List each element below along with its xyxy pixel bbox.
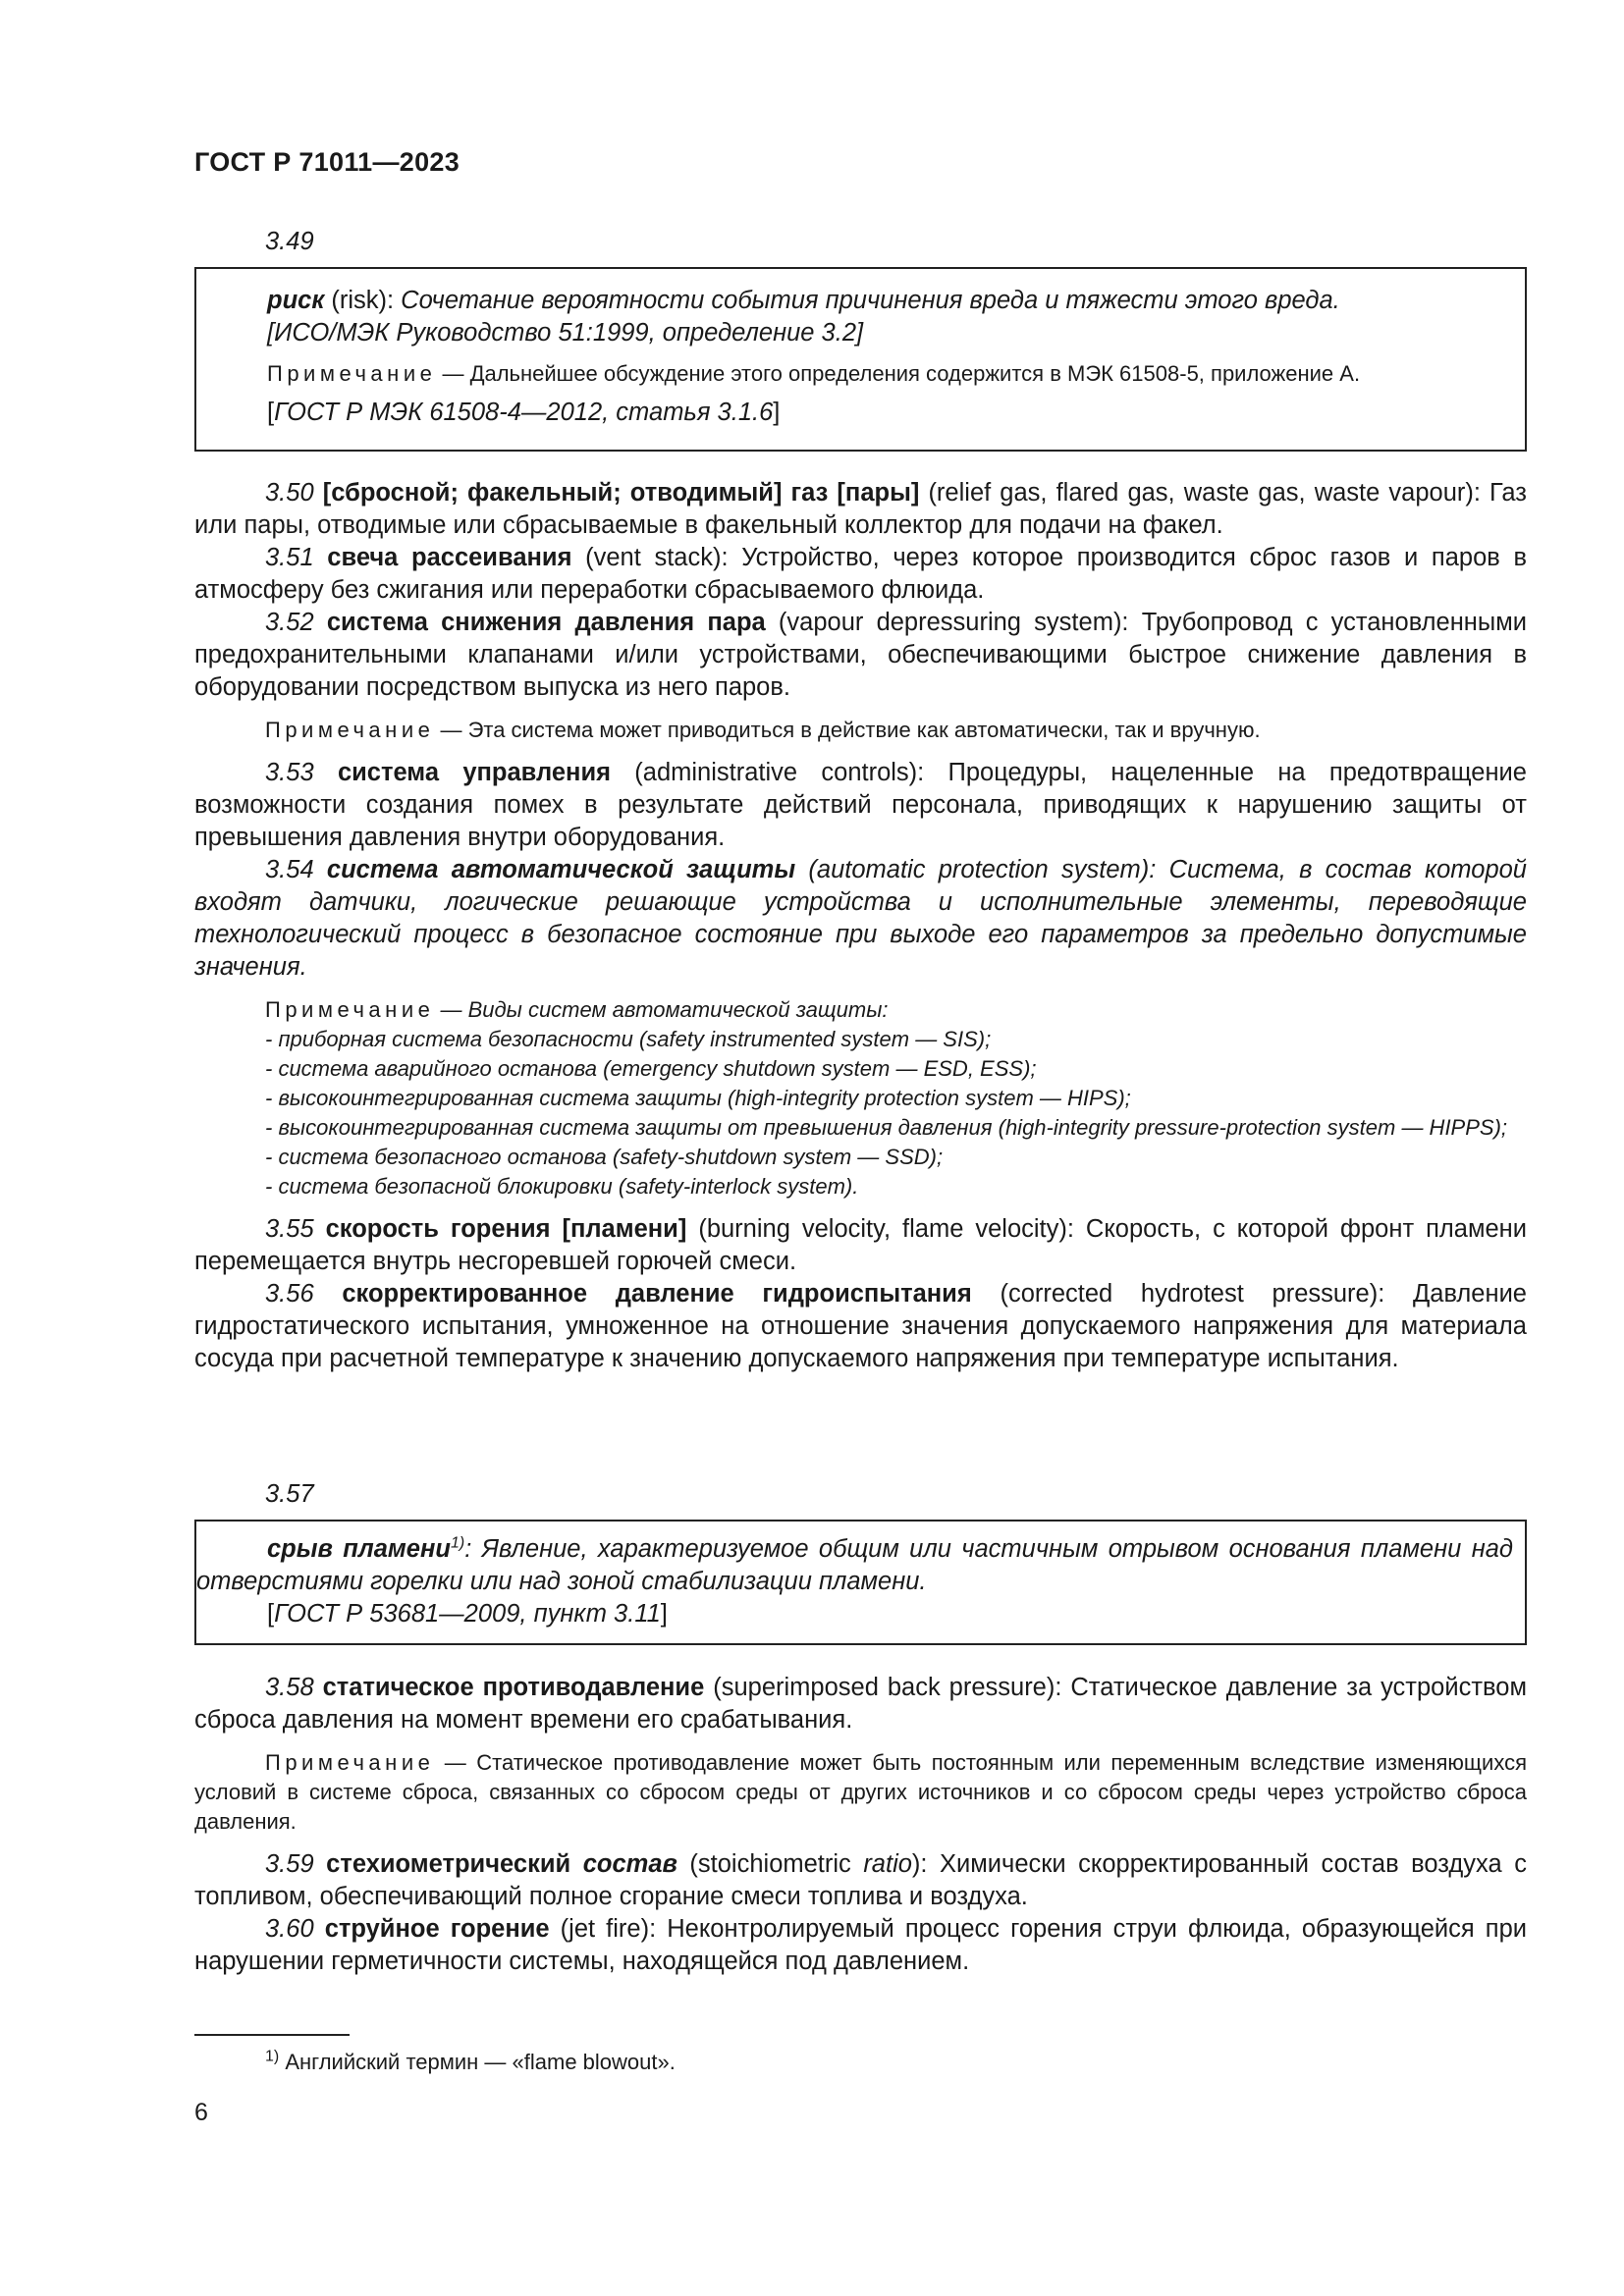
term-3-52: 3.52 система снижения давления пара (vapour depressuring system): Трубопровод с установленными предохранительными клапанами и/или устройствами, обеспечивающими быстрое снижение давления в оборудовании посредством выпуска из него паров. — [194, 609, 1527, 701]
term-3-56: 3.56 скорректированное давление гидроиспытания (corrected hydrotest pressure): Давление гидростатического испытания, умноженное на отношение значения допускаемого напряжения для материала сосуда при расчетной температуре к значению допускаемого напряжения при температуре испытания. — [194, 1280, 1527, 1372]
term-3-55: 3.55 скорость горения [пламени] (burning velocity, flame velocity): Скорость, с которой фронт пламени перемещается внутрь несгоревшей горючей смеси. — [194, 1215, 1527, 1275]
term-box-3-49 — [194, 267, 1527, 452]
list-item: - высокоинтегрированная система защиты от превышения давления (high-integrity pressure-protection system — HIPPS); — [265, 1115, 1508, 1140]
term-3-59: 3.59 стехиометрический состав (stoichiometric ratio): Химически скорректированный состав воздуха с топливом, обеспечивающий полное сгорание смеси топлива и воздуха. — [194, 1850, 1527, 1910]
term-note-3-58: Примечание — Статическое противодавление может быть постоянным или переменным вследствие изменяющихся условий в системе сброса, связанных со сбросом среды от других источников и со сбросом среды через устройство сброса давления. — [194, 1750, 1527, 1834]
term-box-3-57 — [194, 1520, 1527, 1645]
term-reference: [ИСО/МЭК Руководство 51:1999, определение 3.2] — [267, 319, 864, 347]
list-item: - система безопасного останова (safety-shutdown system — SSD); — [265, 1145, 944, 1169]
term-source: [ГОСТ Р 53681—2009, пункт 3.11] — [267, 1600, 668, 1628]
term-note-3-52: Примечание — Эта система может приводиться в действие как автоматически, так и вручную. — [265, 718, 1261, 742]
list-item: - высокоинтегрированная система защиты (high-integrity protection system — HIPS); — [265, 1086, 1131, 1110]
footnote-divider — [194, 2034, 350, 2036]
term-3-54: 3.54 система автоматической защиты (automatic protection system): Система, в состав которой входят датчики, логические решающие устройства и исполнительные элементы, переводящие технологический процесс в безопасное состояние при выходе его параметров за предельно допустимые значения. — [194, 856, 1527, 981]
term-source: [ГОСТ Р МЭК 61508-4—2012, статья 3.1.6] — [267, 399, 781, 426]
term-3-58: 3.58 статическое противодавление (superimposed back pressure): Статическое давление за устройством сброса давления на момент времени его срабатывания. — [194, 1674, 1527, 1734]
terms-block-2 — [194, 1672, 1527, 1978]
term-definition: риск (risk): Сочетание вероятности события причинения вреда и тяжести этого вреда. — [267, 287, 1340, 314]
term-note: Примечание — Дальнейшее обсуждение этого определения содержится в МЭК 61508-5, приложение А. — [267, 361, 1361, 386]
term-3-50: 3.50 [сбросной; факельный; отводимый] газ [пары] (relief gas, flared gas, waste gas, waste vapour): Газ или пары, отводимые или сбрасываемые в факельный коллектор для подачи на факел. — [194, 479, 1527, 539]
term-3-60: 3.60 струйное горение (jet fire): Неконтролируемый процесс горения струи флюида, образующейся при нарушении герметичности системы, находящейся под давлением. — [194, 1915, 1527, 1975]
term-number-3-49: 3.49 — [265, 228, 314, 255]
term-note-3-54: Примечание — Виды систем автоматической защиты: - приборная система безопасности (safety instrumented system — SIS); - система аварийного останова (emergency shutdown system — ESD, ESS); - высокоинтегрированная система защиты (high-integrity protection system — HIPS); - высокоинтегрированная система защиты от превышения давления (high-integrity pressure-protection system — HIPPS); - система безопасного останова (safety-shutdown system — SSD); - система безопасной блокировки (safety-interlock system). — [194, 995, 1527, 1201]
page-number: 6 — [194, 2099, 208, 2126]
list-item: - приборная система безопасности (safety instrumented system — SIS); — [265, 1027, 992, 1051]
term-definition: срыв пламени$^{1)}$: Явление, характеризуемое общим или частичным отрывом основания пламени над отверстиями горелки или над зоной стабилизации пламени. — [196, 1534, 1514, 1595]
terms-block-1 — [194, 477, 1527, 1375]
term-3-51: 3.51 свеча рассеивания (vent stack): Устройство, через которое производится сброс газов и паров в атмосферу без сжигания или переработки сбрасываемого флюида. — [194, 544, 1527, 604]
term-3-53: 3.53 система управления (administrative controls): Процедуры, нацеленные на предотвращение возможности создания помех в результате действий персонала, приводящих к нарушению защиты от превышения давления внутри оборудования. — [194, 759, 1527, 851]
term-number-3-57: 3.57 — [265, 1480, 314, 1508]
list-item: - система аварийного останова (emergency shutdown system — ESD, ESS); — [265, 1056, 1037, 1081]
standard-header: ГОСТ Р 71011—2023 — [194, 147, 460, 177]
footnote: $^{1)}$ Английский термин — «flame blowout». — [265, 2048, 676, 2074]
list-item: - система безопасной блокировки (safety-interlock system). — [265, 1174, 859, 1199]
